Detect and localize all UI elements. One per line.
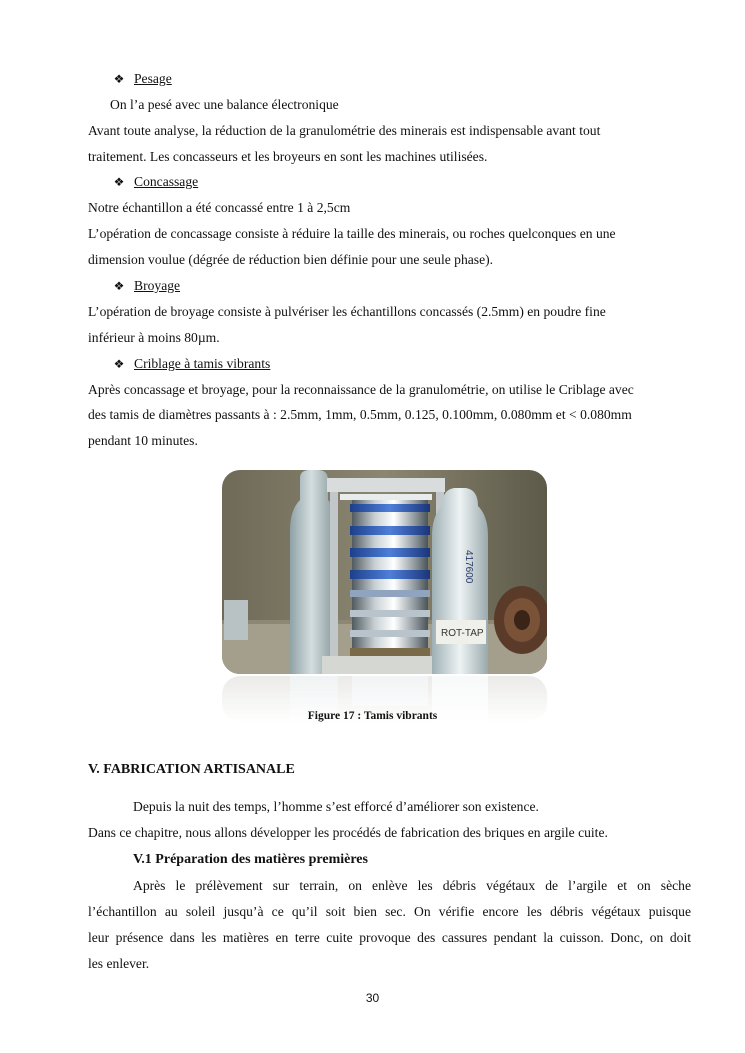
- text-line: pendant 10 minutes.: [88, 433, 198, 448]
- bullet-criblage: [112, 355, 715, 373]
- page-number: 30: [365, 991, 380, 1005]
- figure-caption: Figure 17 : Tamis vibrants: [307, 710, 438, 722]
- bullet-title: Pesage: [134, 71, 172, 86]
- text-line: inférieur à moins 80µm.: [88, 330, 220, 345]
- text-line: L’opération de concassage consiste à réduire la taille des minerais, ou roches quelconques en une: [88, 226, 616, 241]
- diamond-bullet-icon: ❖: [113, 279, 125, 293]
- text-line: L’opération de broyage consiste à pulvériser les échantillons concassés (2.5mm) en poudre fine: [88, 304, 606, 319]
- bullet-title: Criblage à tamis vibrants: [134, 356, 271, 371]
- section-subheading: V.1 Préparation des matières premières: [133, 852, 368, 867]
- bullet-title: Broyage: [134, 278, 181, 293]
- diamond-bullet-icon: ❖: [113, 357, 125, 371]
- sieve-shaker-photo: [222, 470, 547, 674]
- text-line: Après le prélèvement sur terrain, on enlève les débris végétaux de l’argile et on sèche: [133, 878, 691, 893]
- bullet-broyage: [112, 277, 715, 295]
- text-line: des tamis de diamètres passants à : 2.5mm, 1mm, 0.5mm, 0.125, 0.100mm, 0.080mm et < 0.080mm: [88, 407, 632, 422]
- text-line: Notre échantillon a été concassé entre 1 à 2,5cm: [88, 200, 351, 215]
- bullet-concassage: [112, 173, 715, 191]
- bullet-pesage: [112, 70, 715, 88]
- text-line: Après concassage et broyage, pour la reconnaissance de la granulométrie, on utilise le Criblage avec: [88, 382, 634, 397]
- text-line: Dans ce chapitre, nous allons développer les procédés de fabrication des briques en argile cuite.: [88, 825, 608, 840]
- text-line: dimension voulue (dégrée de réduction bien définie pour une seule phase).: [88, 252, 494, 267]
- text-line: On l’a pesé avec une balance électronique: [110, 97, 339, 112]
- text-line: leur présence dans les matières en terre cuite provoque des cassures pendant la cuisson. Donc, on doit: [88, 930, 691, 945]
- bullet-title: Concassage: [134, 174, 199, 189]
- bottle-label: ROT-TAP: [441, 628, 484, 639]
- text-line: Depuis la nuit des temps, l’homme s’est efforcé d’améliorer son existence.: [133, 799, 539, 814]
- text-line: traitement. Les concasseurs et les broyeurs en sont les machines utilisées.: [88, 149, 488, 164]
- text-line: l’échantillon au soleil jusqu’à ce qu’il soit bien sec. On vérifie encore les débris végétaux puisque: [88, 904, 691, 919]
- bottle-digits: 417600: [463, 550, 474, 584]
- text-line: Avant toute analyse, la réduction de la granulométrie des minerais est indispensable avant tout: [88, 123, 601, 138]
- diamond-bullet-icon: ❖: [113, 72, 125, 86]
- text-line: les enlever.: [88, 956, 150, 971]
- diamond-bullet-icon: ❖: [113, 175, 125, 189]
- chapter-heading: V. FABRICATION ARTISANALE: [88, 762, 295, 777]
